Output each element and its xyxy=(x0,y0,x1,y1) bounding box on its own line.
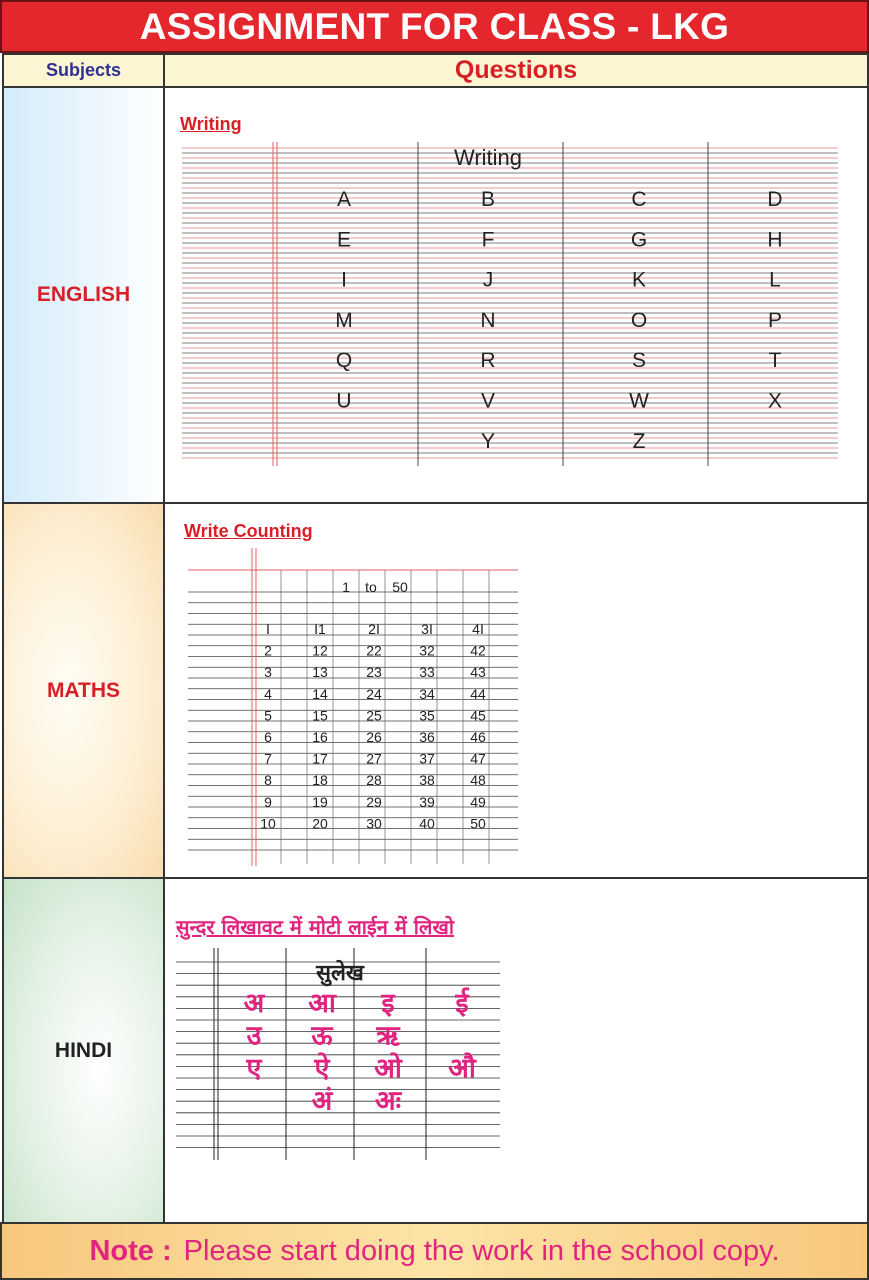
count-number: 49 xyxy=(470,793,486,810)
english-letter: E xyxy=(336,228,352,252)
maths-section-title: Write Counting xyxy=(184,521,313,541)
english-letter: X xyxy=(767,389,783,413)
count-number: 29 xyxy=(366,793,382,810)
hindi-sheet-heading: सुलेख xyxy=(316,961,364,986)
hindi-section-title: सुन्दर लिखावट में मोटी लाईन में लिखो xyxy=(176,915,455,939)
english-letter: D xyxy=(767,188,783,211)
hindi-letter: अ xyxy=(243,988,265,1019)
english-letter: L xyxy=(769,268,781,292)
hindi-letter: इ xyxy=(381,988,395,1019)
english-letter: T xyxy=(768,349,782,373)
count-number: 15 xyxy=(312,707,328,724)
english-sheet-heading: Writing xyxy=(453,145,523,170)
count-number: 19 xyxy=(312,793,328,810)
english-letter: O xyxy=(630,308,648,332)
count-number: 28 xyxy=(366,772,382,789)
english-letter: H xyxy=(767,228,783,252)
hindi-writing-sheet xyxy=(174,948,502,1164)
english-letter: W xyxy=(629,389,649,413)
count-number: 13 xyxy=(312,664,328,681)
subjects-header: Subjects xyxy=(2,53,165,88)
english-letter: F xyxy=(481,228,495,252)
subject-hindi: HINDI xyxy=(2,877,165,1224)
english-letter: M xyxy=(335,308,353,332)
count-number: 24 xyxy=(366,685,382,702)
note-bar xyxy=(0,1222,869,1280)
hindi-letter: ऐ xyxy=(314,1053,330,1084)
count-number: 50 xyxy=(470,815,486,832)
count-number: 2 xyxy=(264,642,272,659)
count-number: 26 xyxy=(366,729,382,745)
count-number: 18 xyxy=(312,772,328,789)
count-number: 25 xyxy=(366,707,382,724)
english-letter: P xyxy=(767,308,783,332)
count-number: 4I xyxy=(472,621,484,637)
count-number: 45 xyxy=(470,707,486,724)
count-number: 34 xyxy=(419,685,435,702)
count-number: 6 xyxy=(264,729,272,745)
page-title: ASSIGNMENT FOR CLASS - LKG xyxy=(139,5,730,47)
hindi-letter: अः xyxy=(374,1085,402,1117)
count-number: 23 xyxy=(366,664,382,681)
count-number: 46 xyxy=(470,729,486,745)
english-letter: J xyxy=(482,268,494,292)
hindi-letter: ई xyxy=(455,988,469,1019)
hindi-letter: औ xyxy=(448,1053,476,1084)
count-number: 33 xyxy=(419,664,435,681)
maths-counting-sheet xyxy=(186,548,520,870)
english-letter: G xyxy=(630,228,648,252)
count-number: 37 xyxy=(419,750,435,767)
english-letter: K xyxy=(631,268,647,292)
count-number: 5 xyxy=(264,707,272,724)
count-number: 27 xyxy=(366,750,382,767)
count-number: 36 xyxy=(419,729,435,745)
english-writing-sheet xyxy=(178,140,842,470)
count-number: 43 xyxy=(470,664,486,681)
note-text: Please start doing the work in the school copy. xyxy=(183,1234,780,1267)
count-number: 4 xyxy=(264,685,272,702)
hindi-letter: ओ xyxy=(374,1053,402,1084)
count-number: 3 xyxy=(264,664,272,681)
english-letter: Z xyxy=(632,429,646,453)
count-number: 44 xyxy=(470,685,486,702)
hindi-letter: ऋ xyxy=(376,1020,400,1052)
note-label: Note : xyxy=(89,1234,172,1267)
english-letter: A xyxy=(336,188,352,211)
hindi-letter: अं xyxy=(311,1085,333,1117)
english-letter: Y xyxy=(480,429,496,453)
count-number: 22 xyxy=(366,642,382,659)
hindi-letter: ए xyxy=(246,1053,262,1084)
count-number: 7 xyxy=(264,750,272,767)
hindi-letter: ऊ xyxy=(311,1020,333,1052)
count-number: 48 xyxy=(470,772,486,789)
subject-maths: MATHS xyxy=(2,502,165,879)
count-number: 47 xyxy=(470,750,486,767)
count-number: 16 xyxy=(312,729,328,745)
count-number: 9 xyxy=(264,793,272,810)
english-letter: U xyxy=(336,389,352,413)
count-number: 8 xyxy=(264,772,272,789)
count-number: I xyxy=(266,621,270,637)
count-number: 30 xyxy=(366,815,382,832)
count-number: 17 xyxy=(312,750,328,767)
english-letter: B xyxy=(480,188,496,211)
count-number: 2I xyxy=(368,621,380,637)
hindi-letter: उ xyxy=(246,1020,262,1052)
range-end: 50 xyxy=(392,579,408,595)
english-letter: R xyxy=(480,349,496,373)
questions-header: Questions xyxy=(163,53,869,88)
subject-english: ENGLISH xyxy=(2,86,165,504)
count-number: 32 xyxy=(419,642,435,659)
english-letter: V xyxy=(480,389,496,413)
count-number: 14 xyxy=(312,685,328,702)
count-number: I1 xyxy=(314,621,326,637)
hindi-letter: आ xyxy=(308,988,336,1019)
count-number: 3I xyxy=(421,621,433,637)
english-letter: C xyxy=(631,188,647,211)
english-section-title: Writing xyxy=(180,114,242,134)
count-number: 38 xyxy=(419,772,435,789)
count-number: 12 xyxy=(312,642,328,659)
count-number: 42 xyxy=(470,642,486,659)
range-to: to xyxy=(365,579,377,595)
english-letter: S xyxy=(631,349,647,373)
count-number: 40 xyxy=(419,815,435,832)
count-number: 35 xyxy=(419,707,435,724)
english-letter: N xyxy=(480,308,496,332)
english-letter: I xyxy=(341,268,347,292)
title-bar xyxy=(0,0,869,53)
english-letter: Q xyxy=(335,349,353,373)
count-number: 10 xyxy=(260,815,276,832)
range-from: 1 xyxy=(342,579,350,595)
count-number: 20 xyxy=(312,815,328,832)
count-number: 39 xyxy=(419,793,435,810)
